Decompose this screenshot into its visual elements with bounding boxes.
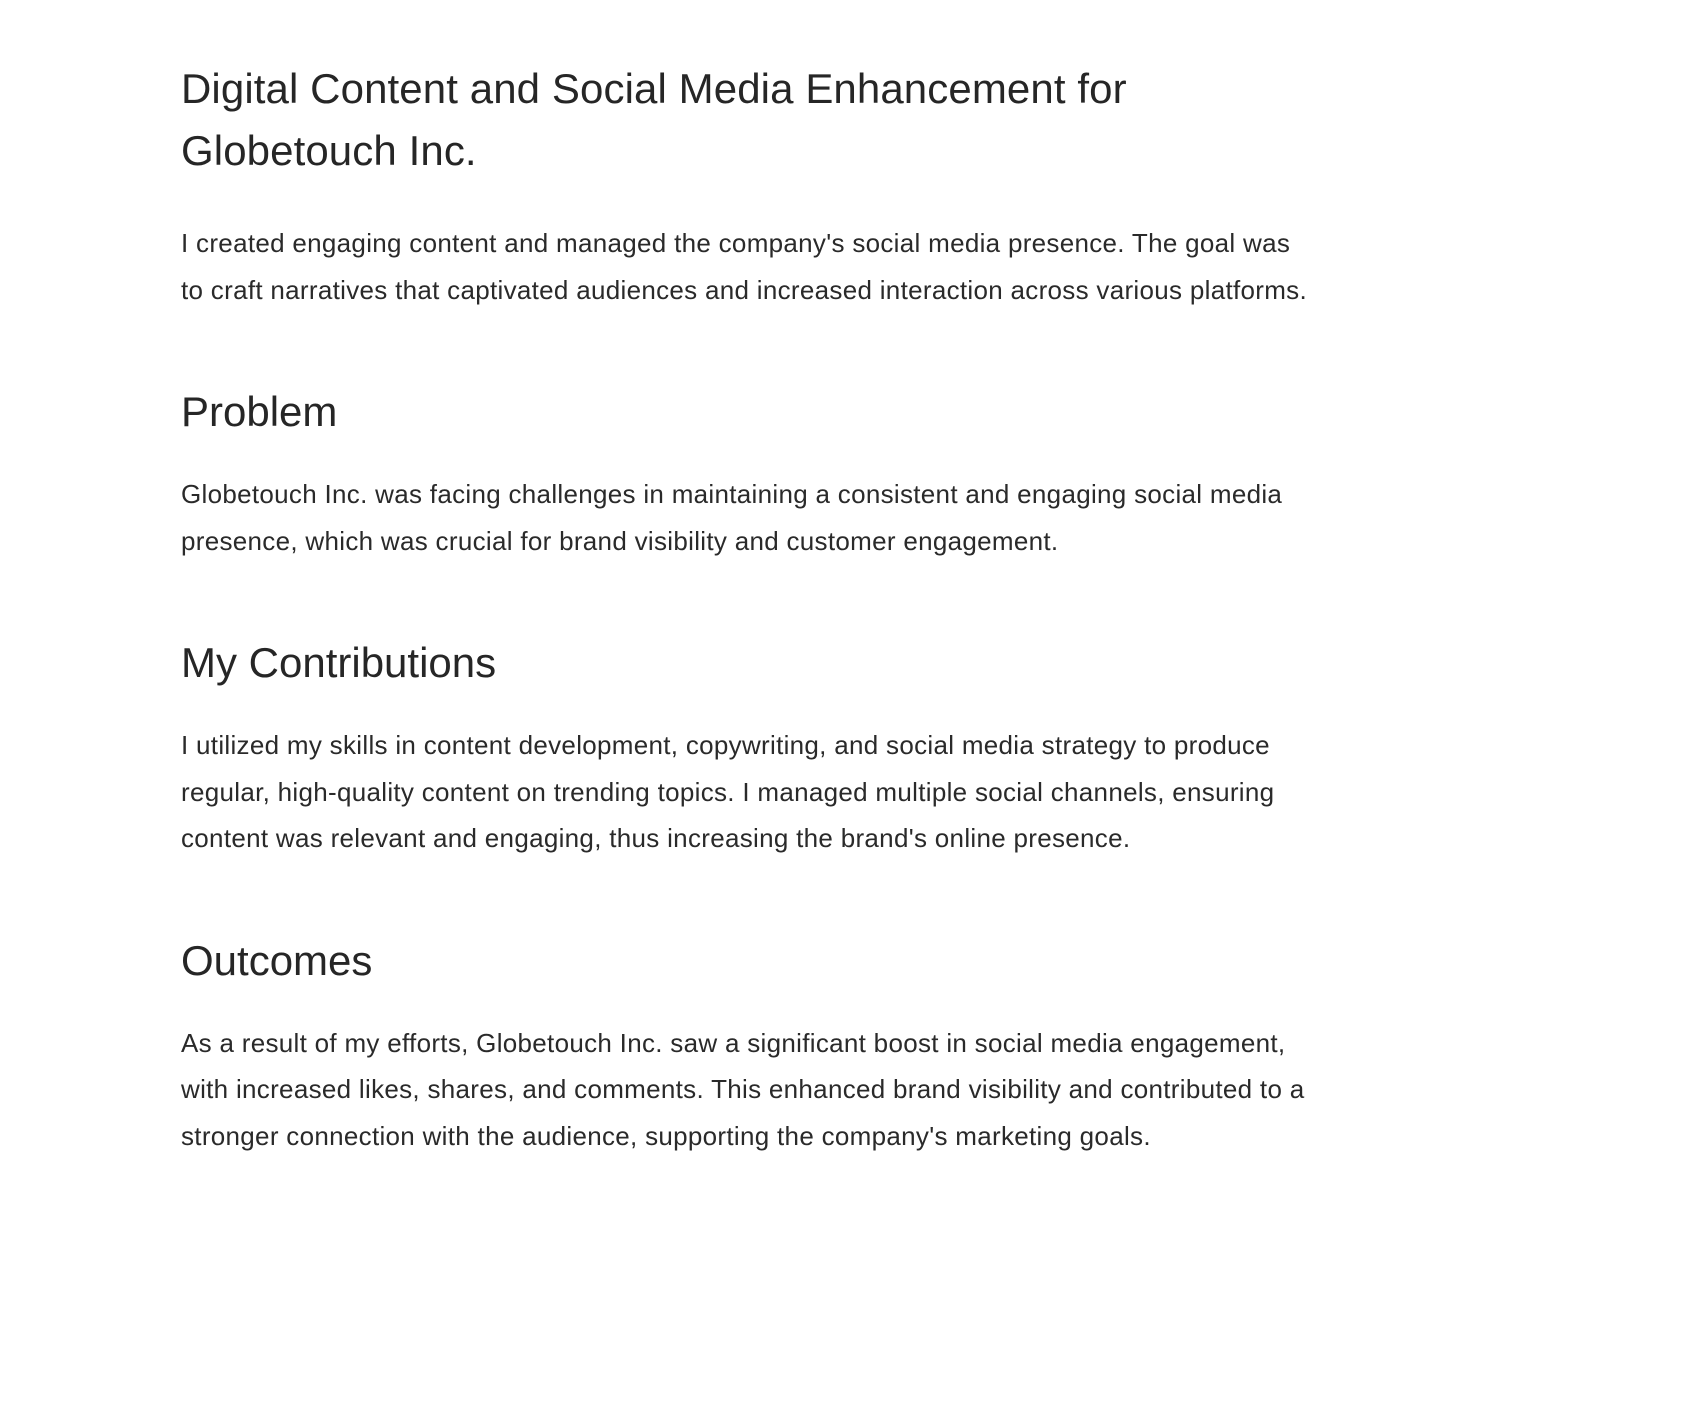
section-heading-contributions: My Contributions	[181, 639, 497, 686]
outcomes-section	[181, 932, 1311, 1160]
section-body-contributions: I utilized my skills in content development, copywriting, and social media strategy to produce regular, high-quality content on trending topics. I managed multiple social channels, ensuring content was relevant and engaging, thus increasing the brand's online presence.	[181, 730, 1275, 853]
section-body-problem: Globetouch Inc. was facing challenges in maintaining a consistent and engaging social media presence, which was crucial for brand visibility and customer engagement.	[181, 479, 1283, 556]
section-body-outcomes: As a result of my efforts, Globetouch Inc. saw a significant boost in social media engagement, with increased likes, shares, and comments. This enhanced brand visibility and contributed to a stronger connection with the audience, supporting the company's marketing goals.	[181, 1027, 1305, 1151]
section-heading-problem: Problem	[181, 388, 338, 435]
section-heading-outcomes: Outcomes	[181, 936, 373, 984]
problem-section	[181, 383, 1311, 564]
page-title: Digital Content and Social Media Enhancement for Globetouch Inc.	[181, 65, 1127, 174]
contributions-section	[181, 634, 1311, 862]
case-study-content	[181, 58, 1311, 1159]
intro-paragraph: I created engaging content and managed the company's social media presence. The goal was to craft narratives that captivated audiences and increased interaction across various platforms.	[181, 228, 1307, 305]
